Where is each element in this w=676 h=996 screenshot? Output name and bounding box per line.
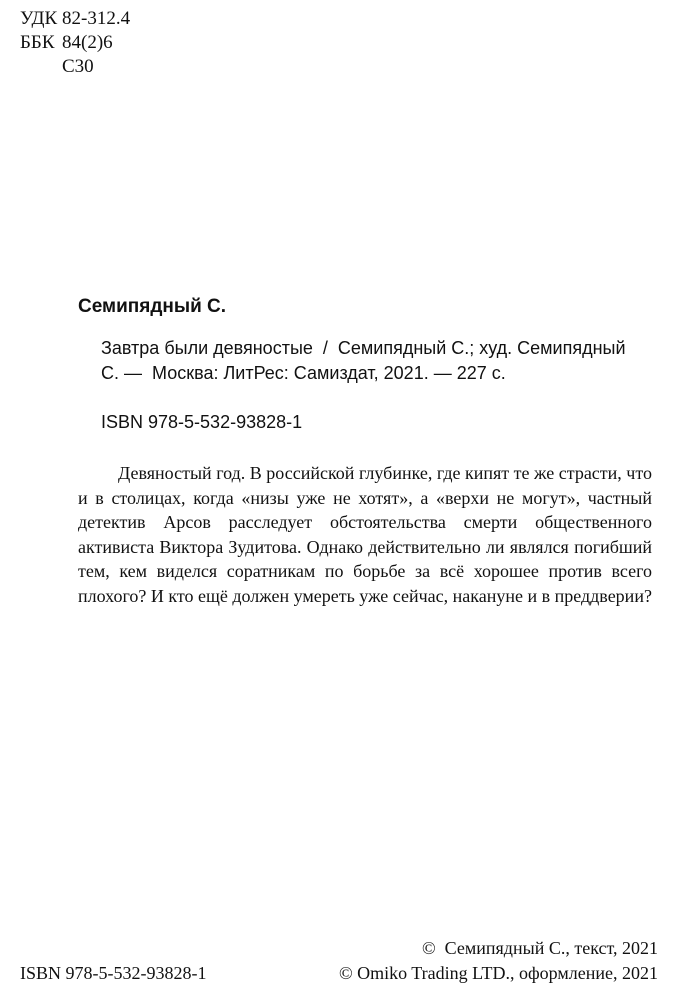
bbk-value: 84(2)6 [62, 32, 113, 53]
udk-value: 82-312.4 [62, 8, 131, 29]
copyright-design: © Omiko Trading LTD., оформление, 2021 [338, 963, 658, 983]
author-heading: Семипядный С. [78, 296, 227, 317]
copyright-text: © Семипядный С., текст, 2021 [421, 938, 658, 958]
title-line-1: Завтра были девяностые / Семипядный С.; худ. Семипядный [101, 338, 626, 358]
author-mark: С30 [62, 56, 94, 77]
bbk-label: ББК [20, 32, 55, 53]
isbn: ISBN 978-5-532-93828-1 [101, 412, 303, 432]
footer-isbn: ISBN 978-5-532-93828-1 [20, 963, 207, 983]
udk-label: УДК [20, 8, 58, 29]
abstract: Девяностый год. В российской глубинке, где кипят те же страсти, что и в столицах, когда «низы уже не хотят», а «верхи не могут», частный детектив Арсов расследует обстоятельства смерти общественного активиста Виктора Зудитова. Однако действительно ли являлся погибший тем, кем виделся соратникам по борьбе за всё хорошее против всего плохого? И кто ещё должен умереть уже сейчас, накануне и в преддверии? [78, 463, 652, 606]
title-line-2: С. — Москва: ЛитРес: Самиздат, 2021. — 227 с. [101, 363, 506, 383]
